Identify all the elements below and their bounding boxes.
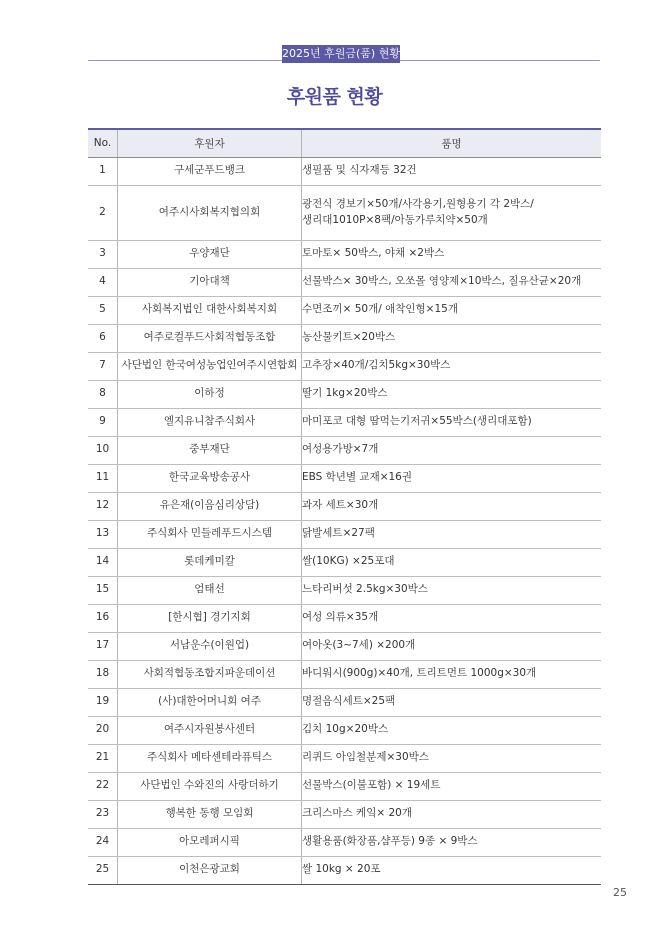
table-row	[88, 856, 601, 884]
row-donor: 유은재(이음심리상담)	[118, 492, 302, 520]
table-row	[88, 520, 601, 548]
row-number: 13	[88, 520, 118, 548]
item-line: 여성 의류×35개	[302, 611, 379, 624]
row-donor: 사단법인 한국여성농업인여주시연합회	[118, 352, 302, 380]
item-line: 여아옷(3~7세) ×200개	[302, 639, 416, 652]
row-number: 21	[88, 744, 118, 772]
row-donor: 주식회사 메타센테라퓨틱스	[118, 744, 302, 772]
table-row	[88, 185, 601, 240]
row-number: 25	[88, 856, 118, 884]
row-number: 15	[88, 576, 118, 604]
row-donor: 우양재단	[118, 240, 302, 268]
row-number: 20	[88, 716, 118, 744]
row-item	[302, 380, 602, 408]
item-line: 닭발세트×27팩	[302, 527, 375, 540]
row-number: 5	[88, 296, 118, 324]
row-number: 24	[88, 828, 118, 856]
item-line: 김치 10g×20박스	[302, 723, 389, 736]
item-line: 쌀 10kg × 20포	[302, 863, 381, 876]
row-number: 9	[88, 408, 118, 436]
row-number: 10	[88, 436, 118, 464]
row-number: 12	[88, 492, 118, 520]
item-line: 생활용품(화장품,샴푸등) 9종 × 9박스	[302, 835, 478, 848]
row-donor: 서남운수(이원업)	[118, 632, 302, 660]
row-donor: 여주시사회복지협의회	[118, 185, 302, 240]
row-item	[302, 772, 602, 800]
row-number: 4	[88, 268, 118, 296]
row-donor: 여주로컬푸드사회적협동조합	[118, 324, 302, 352]
row-donor: 엄태선	[118, 576, 302, 604]
row-item	[302, 464, 602, 492]
table-row	[88, 296, 601, 324]
row-item	[302, 352, 602, 380]
row-item	[302, 576, 602, 604]
table-row	[88, 380, 601, 408]
row-donor: 사회복지법인 대한사회복지회	[118, 296, 302, 324]
item-line: 토마토× 50박스, 야채 ×2박스	[302, 247, 445, 260]
item-line: 여성용가방×7개	[302, 443, 379, 456]
row-item	[302, 660, 602, 688]
section-tag: 2025년 후원금(품) 현황	[282, 45, 400, 63]
row-item	[302, 492, 602, 520]
row-donor: 행복한 동행 모임회	[118, 800, 302, 828]
row-item	[302, 688, 602, 716]
table-row	[88, 660, 601, 688]
row-item	[302, 296, 602, 324]
table-row	[88, 604, 601, 632]
item-line: 명절음식세트×25팩	[302, 695, 396, 708]
row-donor: 롯데케미칼	[118, 548, 302, 576]
table-row	[88, 576, 601, 604]
row-donor: [한시협] 경기지회	[118, 604, 302, 632]
row-item	[302, 324, 602, 352]
row-donor: 이천은광교회	[118, 856, 302, 884]
row-item	[302, 604, 602, 632]
item-line: 광전식 경보기×50개/사각용기,원형용기 각 2박스/	[302, 197, 534, 210]
row-number: 2	[88, 185, 118, 240]
row-item	[302, 744, 602, 772]
row-item	[302, 548, 602, 576]
item-line: 바디워시(900g)×40개, 트리트먼트 1000g×30개	[302, 667, 537, 680]
row-number: 3	[88, 240, 118, 268]
item-line: 리퀴드 아임철분제×30박스	[302, 751, 429, 764]
row-donor: 기아대책	[118, 268, 302, 296]
row-item	[302, 185, 602, 240]
row-number: 1	[88, 157, 118, 185]
table-row	[88, 772, 601, 800]
table-row	[88, 492, 601, 520]
row-item	[302, 240, 602, 268]
row-item	[302, 632, 602, 660]
row-donor: 여주시자원봉사센터	[118, 716, 302, 744]
row-item	[302, 856, 602, 884]
table-row	[88, 436, 601, 464]
row-donor: 구세군푸드뱅크	[118, 157, 302, 185]
page-title: 후원품 현황	[286, 86, 383, 108]
row-number: 11	[88, 464, 118, 492]
table-row	[88, 800, 601, 828]
row-number: 8	[88, 380, 118, 408]
row-number: 7	[88, 352, 118, 380]
header-item: 품명	[302, 129, 602, 157]
item-line: 과자 세트×30개	[302, 499, 379, 512]
item-line: 농산물키트×20박스	[302, 331, 396, 344]
row-donor: 이하정	[118, 380, 302, 408]
table-row	[88, 548, 601, 576]
table-header-row	[88, 129, 601, 157]
table-row	[88, 828, 601, 856]
item-line: 생리대1010P×8팩/아동가루치약×50개	[302, 213, 488, 226]
item-line: 선물박스× 30박스, 오쏘몰 영양제×10박스, 질유산균×20개	[302, 275, 582, 288]
page-number: 25	[613, 886, 627, 899]
row-item	[302, 408, 602, 436]
item-line: 크리스마스 케잌× 20개	[302, 807, 412, 820]
row-donor: 사회적협동조합지파운데이션	[118, 660, 302, 688]
item-line: EBS 학년별 교재×16권	[302, 471, 413, 484]
table-row	[88, 157, 601, 185]
donation-table	[88, 128, 601, 885]
item-line: 수면조끼× 50개/ 애착인형×15개	[302, 303, 458, 316]
row-number: 18	[88, 660, 118, 688]
table-row	[88, 240, 601, 268]
table-body	[88, 157, 601, 884]
table-row	[88, 464, 601, 492]
row-item	[302, 716, 602, 744]
table-row	[88, 408, 601, 436]
row-number: 17	[88, 632, 118, 660]
row-donor: 중부재단	[118, 436, 302, 464]
table-row	[88, 716, 601, 744]
row-donor: 아모레퍼시픽	[118, 828, 302, 856]
row-item	[302, 520, 602, 548]
table-row	[88, 268, 601, 296]
table-row	[88, 632, 601, 660]
row-donor: 한국교육방송공사	[118, 464, 302, 492]
item-line: 딸기 1kg×20박스	[302, 387, 388, 400]
item-line: 쌀(10KG) ×25포대	[302, 555, 395, 568]
item-line: 느타리버섯 2.5kg×30박스	[302, 583, 428, 596]
row-donor: (사)대한어머니회 여주	[118, 688, 302, 716]
item-line: 마미포코 대형 땀먹는기저귀×55박스(생리대포함)	[302, 415, 532, 428]
item-line: 선물박스(이불포함) × 19세트	[302, 779, 441, 792]
item-line: 고추장×40개/김치5kg×30박스	[302, 359, 451, 372]
item-line: 생필품 및 식자재등 32건	[302, 164, 417, 177]
row-item	[302, 436, 602, 464]
row-item	[302, 800, 602, 828]
row-number: 6	[88, 324, 118, 352]
header-donor: 후원자	[118, 129, 302, 157]
row-number: 22	[88, 772, 118, 800]
row-item	[302, 157, 602, 185]
header-no: No.	[88, 129, 118, 157]
table-row	[88, 352, 601, 380]
table-row	[88, 324, 601, 352]
table-row	[88, 744, 601, 772]
row-number: 16	[88, 604, 118, 632]
row-donor: 엘지유니참주식회사	[118, 408, 302, 436]
row-number: 19	[88, 688, 118, 716]
row-number: 23	[88, 800, 118, 828]
row-number: 14	[88, 548, 118, 576]
row-item	[302, 268, 602, 296]
row-donor: 주식회사 민들레푸드시스템	[118, 520, 302, 548]
table-row	[88, 688, 601, 716]
row-item	[302, 828, 602, 856]
row-donor: 사단법인 수와진의 사랑더하기	[118, 772, 302, 800]
